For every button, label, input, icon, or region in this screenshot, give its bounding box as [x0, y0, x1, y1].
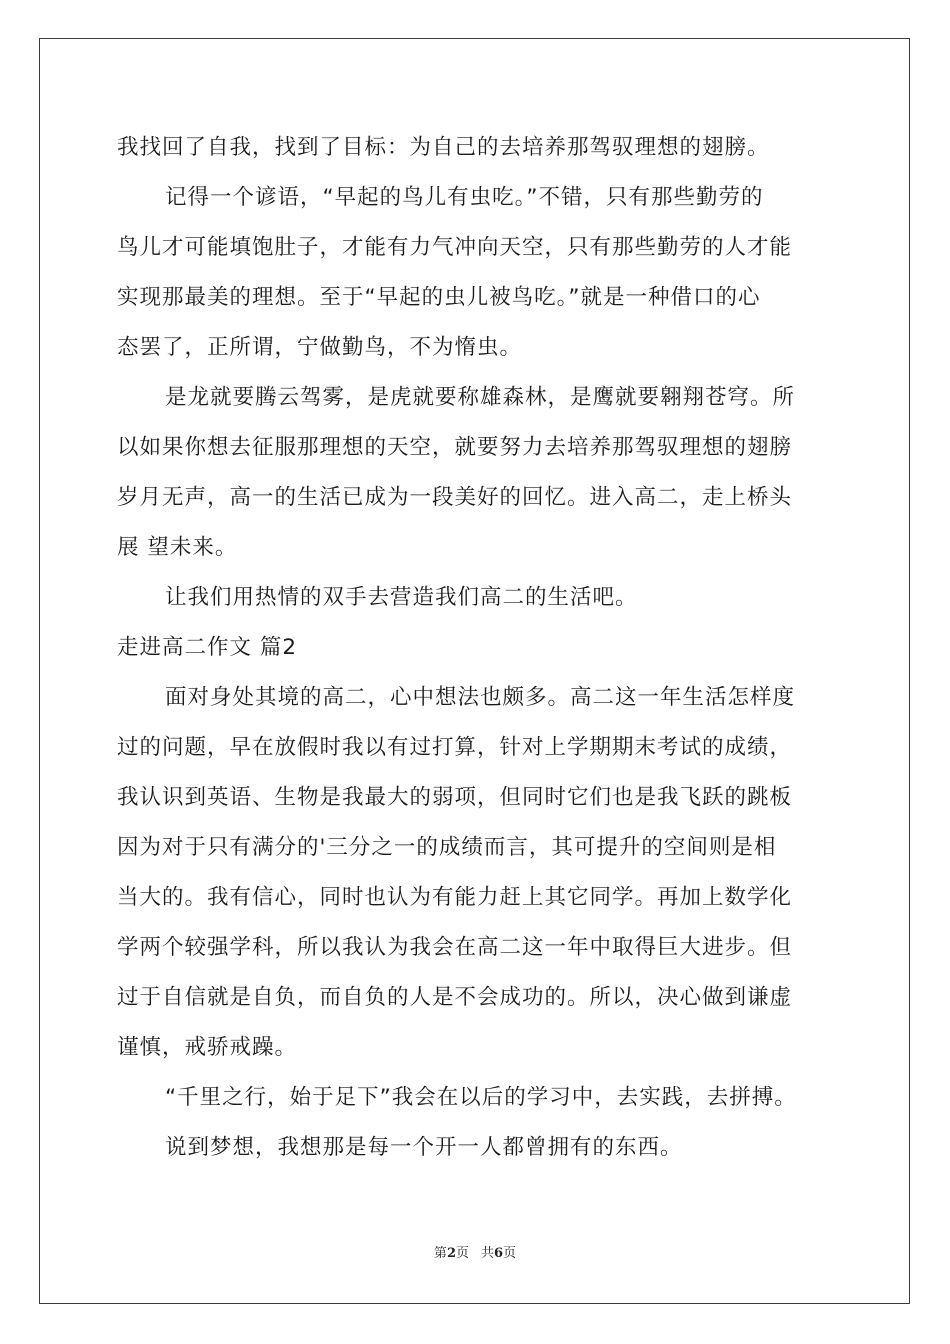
text-line: 面对身处其境的高二，心中想法也颇多。高二这一年生活怎样度	[165, 685, 796, 710]
page-total: 6	[494, 1246, 504, 1261]
text-line: 展 望未来。	[117, 535, 238, 560]
page-border	[39, 38, 910, 1304]
text-line: 说到梦想，我想那是每一个开一人都曾拥有的东西。	[165, 1135, 683, 1160]
text-line: 鸟儿才可能填饱肚子，才能有力气冲向天空，只有那些勤劳的人才能	[117, 235, 793, 260]
text-line: 过的问题，早在放假时我以有过打算，针对上学期期末考试的成绩，	[117, 735, 793, 760]
section-heading: 走进高二作文 篇2	[117, 635, 298, 660]
text-line: 记得一个谚语，“早起的鸟儿有虫吃。”不错，只有那些勤劳的	[165, 185, 764, 210]
total-suffix: 页	[503, 1246, 517, 1261]
text-line: 我找回了自我，找到了目标：为自己的去培养那驾驭理想的翅膀。	[117, 135, 770, 160]
text-line: “千里之行，始于足下”我会在以后的学习中，去实践，去拼搏。	[165, 1085, 797, 1110]
total-prefix: 共	[481, 1246, 495, 1261]
text-line: 让我们用热情的双手去营造我们高二的生活吧。	[165, 585, 638, 610]
text-line: 因为对于只有满分的'三分之一的成绩而言，其可提升的空间则是相	[117, 835, 777, 860]
text-line: 学两个较强学科，所以我认为我会在高二这一年中取得巨大进步。但	[117, 935, 793, 960]
text-line: 当大的。我有信心，同时也认为有能力赶上其它同学。再加上数学化	[117, 885, 793, 910]
text-line: 实现那最美的理想。至于“早起的虫儿被鸟吃。”就是一种借口的心	[117, 285, 761, 310]
text-line: 我认识到英语、生物是我最大的弱项，但同时它们也是我飞跃的跳板	[117, 785, 793, 810]
text-line: 岁月无声，高一的生活已成为一段美好的回忆。进入高二，走上桥头	[117, 485, 793, 510]
page-current: 2	[446, 1246, 456, 1261]
text-line: 以如果你想去征服那理想的天空，就要努力去培养那驾驭理想的翅膀	[117, 435, 793, 460]
page-suffix: 页	[455, 1246, 469, 1261]
text-line: 谨慎，戒骄戒躁。	[117, 1035, 298, 1060]
text-line: 是龙就要腾云驾雾，是虎就要称雄森林，是鹰就要翱翔苍穹。所	[165, 385, 796, 410]
text-line: 过于自信就是自负，而自负的人是不会成功的。所以，决心做到谦虚	[117, 985, 793, 1010]
page-prefix: 第	[433, 1246, 447, 1261]
page-footer	[0, 1246, 950, 1262]
text-line: 态罢了，正所谓，宁做勤鸟，不为惰虫。	[117, 335, 523, 360]
